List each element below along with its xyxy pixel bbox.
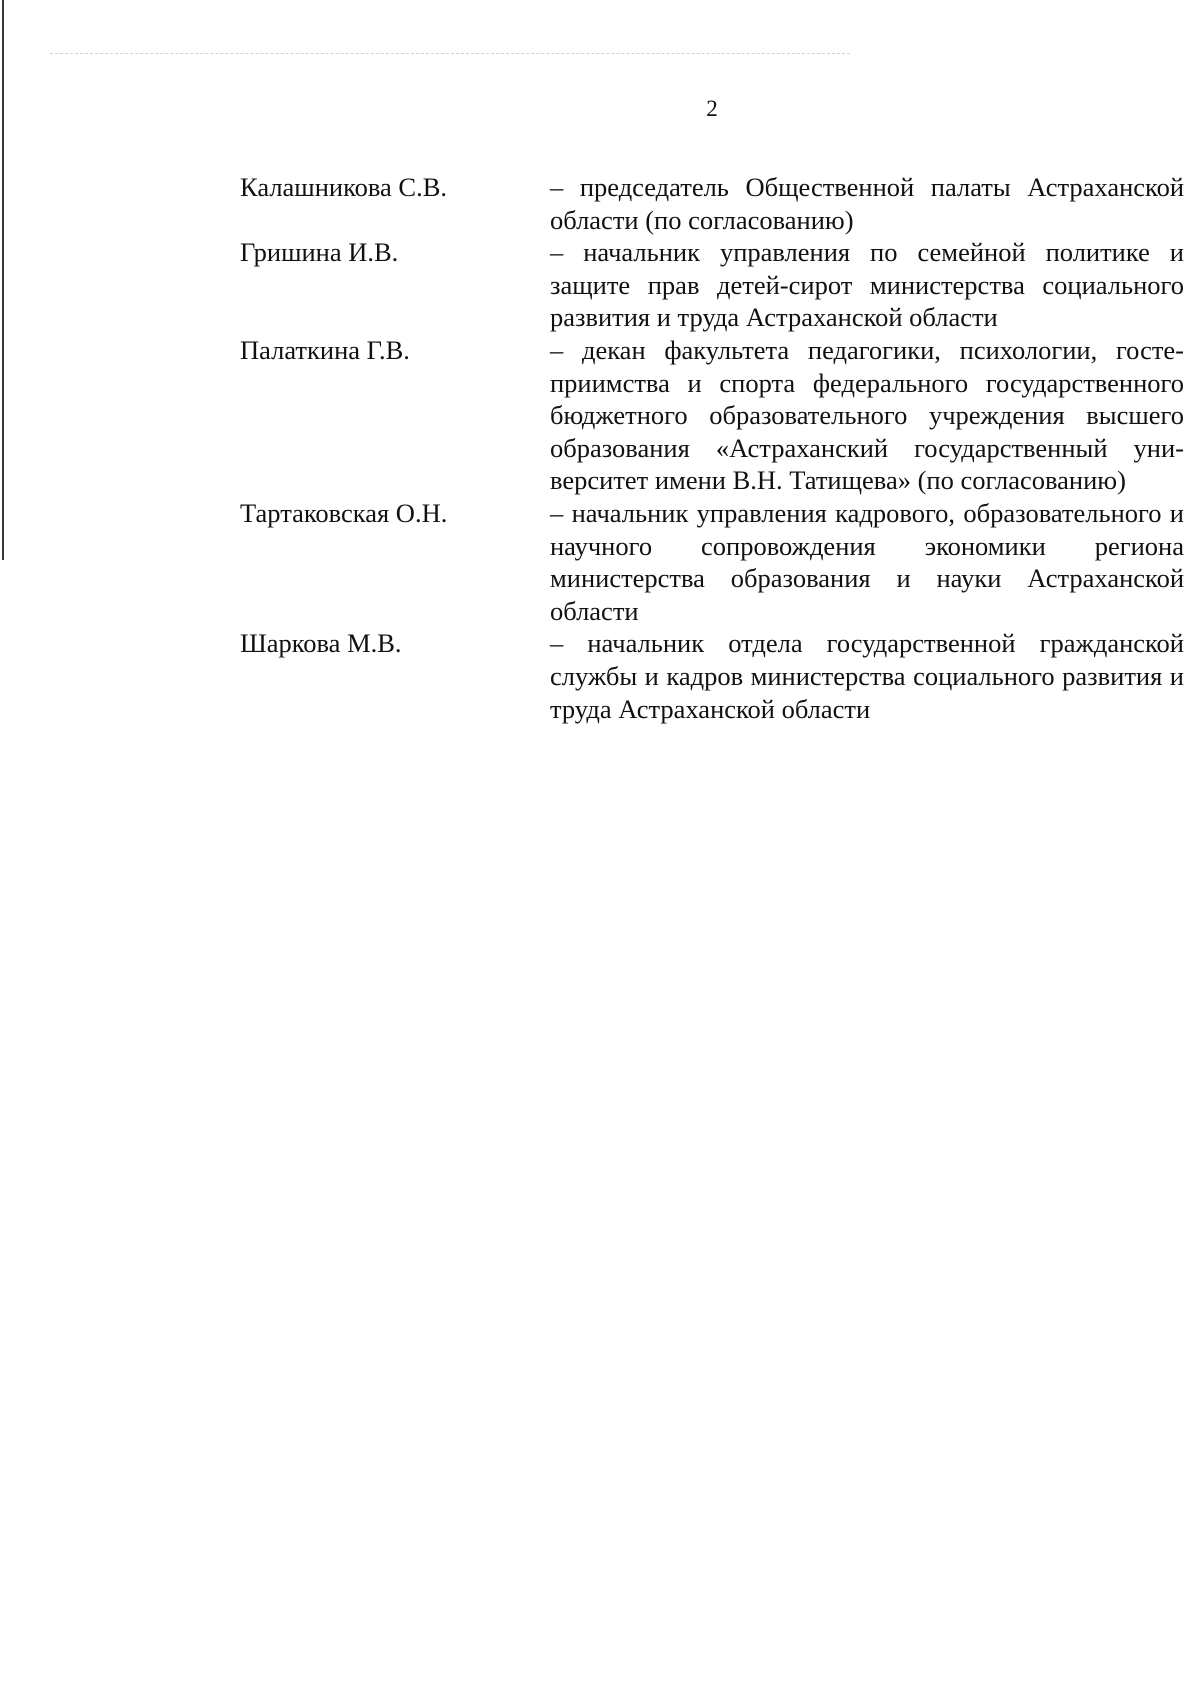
- scan-edge-line: [2, 0, 4, 560]
- member-row: [240, 236, 1184, 334]
- member-row: [240, 627, 1184, 725]
- member-name: Тартаковская О.Н.: [240, 497, 448, 528]
- member-row: [240, 171, 1184, 236]
- member-name: Калашникова С.В.: [240, 172, 448, 202]
- member-role: – начальник управления по семейной политике и защите прав детей-сирот министерства социального развития и труда Астраханской области: [550, 237, 1184, 333]
- member-name: Палаткина Г.В.: [240, 334, 410, 365]
- member-name: Гришина И.В.: [240, 237, 399, 268]
- page-number: 2: [706, 96, 718, 121]
- scan-top-line: [50, 53, 850, 54]
- member-role: – начальник управления кадрового, образовательного и научного сопровождения экономики региона министерства образования и науки Астраханской области: [550, 497, 1184, 626]
- member-role: – председатель Общественной палаты Астраханской области (по согласованию): [550, 172, 1184, 235]
- member-role: – декан факультета педагогики, психологии, гостеприимства и спорта федерального государственного бюджетного образовательного учреждения высшего образования «Астраханский государственный университет имени В.Н. Татищева» (по согласованию): [550, 334, 1184, 496]
- member-name: Шаркова М.В.: [240, 628, 402, 659]
- member-row: [240, 497, 1184, 627]
- member-role: – начальник отдела государственной гражданской службы и кадров министерства социального развития и труда Астраханской области: [550, 628, 1184, 724]
- member-list: [240, 171, 1184, 725]
- member-row: [240, 334, 1184, 497]
